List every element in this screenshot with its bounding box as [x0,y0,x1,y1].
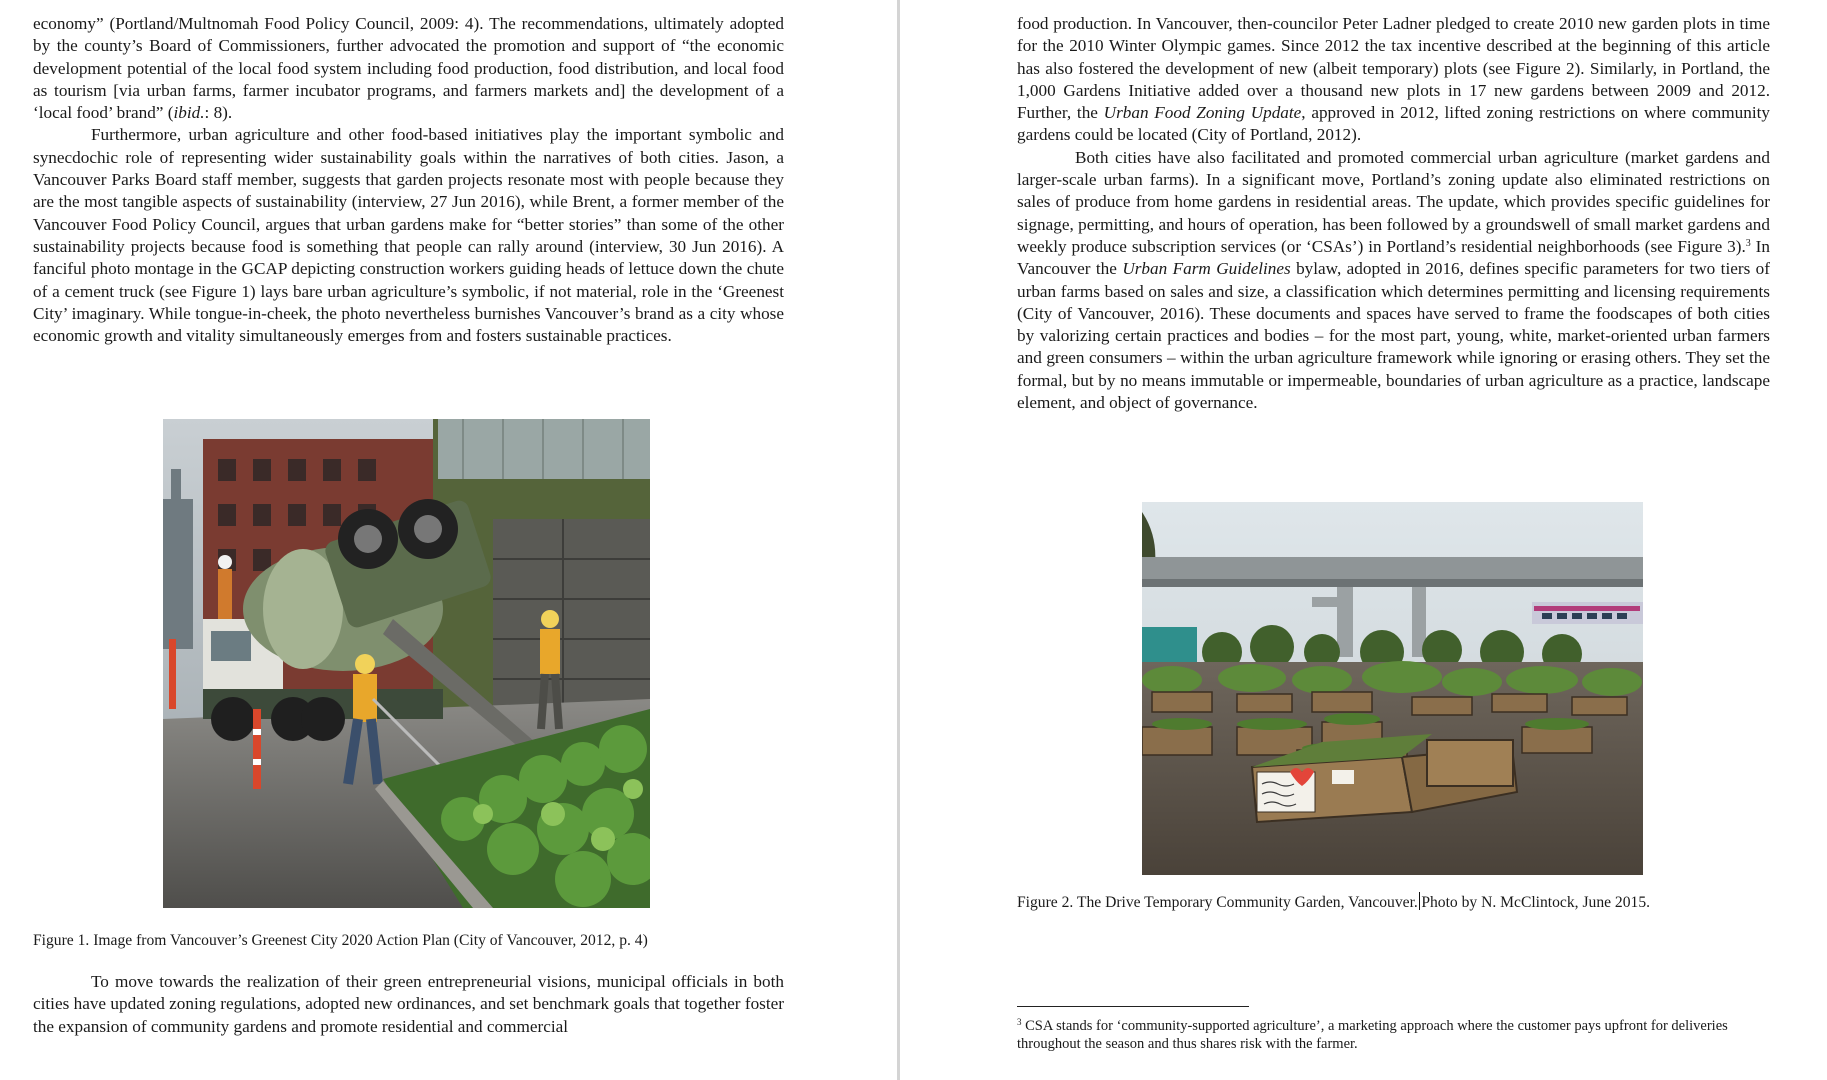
paragraph: food production. In Vancouver, then-councilor Peter Ladner pledged to create 2010 new garden plots in time for the 2010 Winter Olympic games. Since 2012 the tax incentive described at the beginning of this article has also fostered the development of new (albeit temporary) plots (see Figure 2). Similarly, in Portland, the 1,000 Gardens Initiative added over a thousand new plots in 17 new gardens between 2009 and 2012. Further, the Urban Food Zoning Update, approved in 2012, lifted zoning restrictions on where community gardens could be located (City of Portland, 2012). [1017,14,1770,145]
footnote-reference[interactable]: 3 [1745,237,1751,249]
paragraph: economy” (Portland/Multnomah Food Policy Council, 2009: 4). The recommendations, ultimately adopted by the county’s Board of Commissioners, further advocated the promotion and support of “the economic development potential of the local food system including food production, food distribution, and local food as tourism [via urban farms, farmer incubator programs, and farmers markets and] the development of a ‘local food’ brand” (ibid.: 8). [33,14,784,123]
left-body-text [33,13,784,347]
figure-1-caption: Figure 1. Image from Vancouver’s Greenest City 2020 Action Plan (City of Vancouver, 2012, p. 4) [33,932,648,949]
paragraph: To move towards the realization of their green entrepreneurial visions, municipal officials in both cities have updated zoning regulations, adopted new ordinances, and set benchmark goals that together foster the expansion of community gardens and promote residential and commercial [33,972,784,1036]
left-page [0,0,897,1080]
cement-truck-lettuce-photo [163,419,650,908]
page-divider [897,0,900,1080]
paragraph: Both cities have also facilitated and promoted commercial urban agriculture (market gardens and larger-scale urban farms). In a significant move, Portland’s zoning update also eliminated restrictions on sales of produce from home gardens in residential areas. The update, which provides specific guidelines for signage, permitting, and hours of operation, has been followed by a groundswell of small market gardens and weekly produce subscription services (or ‘CSAs’) in Portland’s residential neighborhoods (see Figure 3).$^3$ In Vancouver the Urban Farm Guidelines bylaw, adopted in 2016, defines specific parameters for two tiers of urban farms based on sales and size, a classification which determines permitting and licensing requirements (City of Vancouver, 2016). These documents and spaces have served to frame the foodscapes of both cities by valorizing certain practices and bodies – for the most part, young, white, market-oriented urban farmers and green consumers – within the urban agriculture framework while ignoring or erasing others. They set the formal, but by no means immutable or impermeable, boundaries of urban agriculture as a practice, landscape element, and object of governance. [1017,147,1770,413]
paragraph: Furthermore, urban agriculture and other food-based initiatives play the important symbolic and synecdochic role of representing wider sustainability goals within the narratives of both cities. Jason, a Vancouver Parks Board staff member, suggests that garden projects resonate most with people because they are the most tangible aspects of sustainability (interview, 27 Jun 2016), while Brent, a former member of the Vancouver Food Policy Council, argues that urban gardens make for “better stories” than some of the other sustainability projects because food is something that people can rally around (interview, 30 Jun 2016). A fanciful photo montage in the GCAP depicting construction workers guiding heads of lettuce down the chute of a cement truck (see Figure 1) lays bare urban agriculture’s symbolic, if not material, role in the ‘Greenest City’ imaginary. While tongue-in-cheek, the photo nevertheless burnishes Vancouver’s brand as a city whose economic growth and vitality simultaneously emerges from and fosters sustainable practices. [33,125,784,346]
figure-2-image [1142,502,1643,875]
community-garden-photo [1142,502,1643,875]
footnote: $^3$ CSA stands for ‘community-supported agriculture’, a marketing approach where the customer pays upfront for deliveries throughout the season and thus shares risk with the farmer. [1017,1017,1728,1052]
figure-1-image [163,419,650,908]
left-bottom-text [33,971,784,1038]
footnote-separator [1017,1006,1249,1007]
right-body-text [1017,13,1770,414]
figure-2-caption: Figure 2. The Drive Temporary Community Garden, Vancouver. Photo by N. McClintock, June 2015. [1017,894,1651,911]
